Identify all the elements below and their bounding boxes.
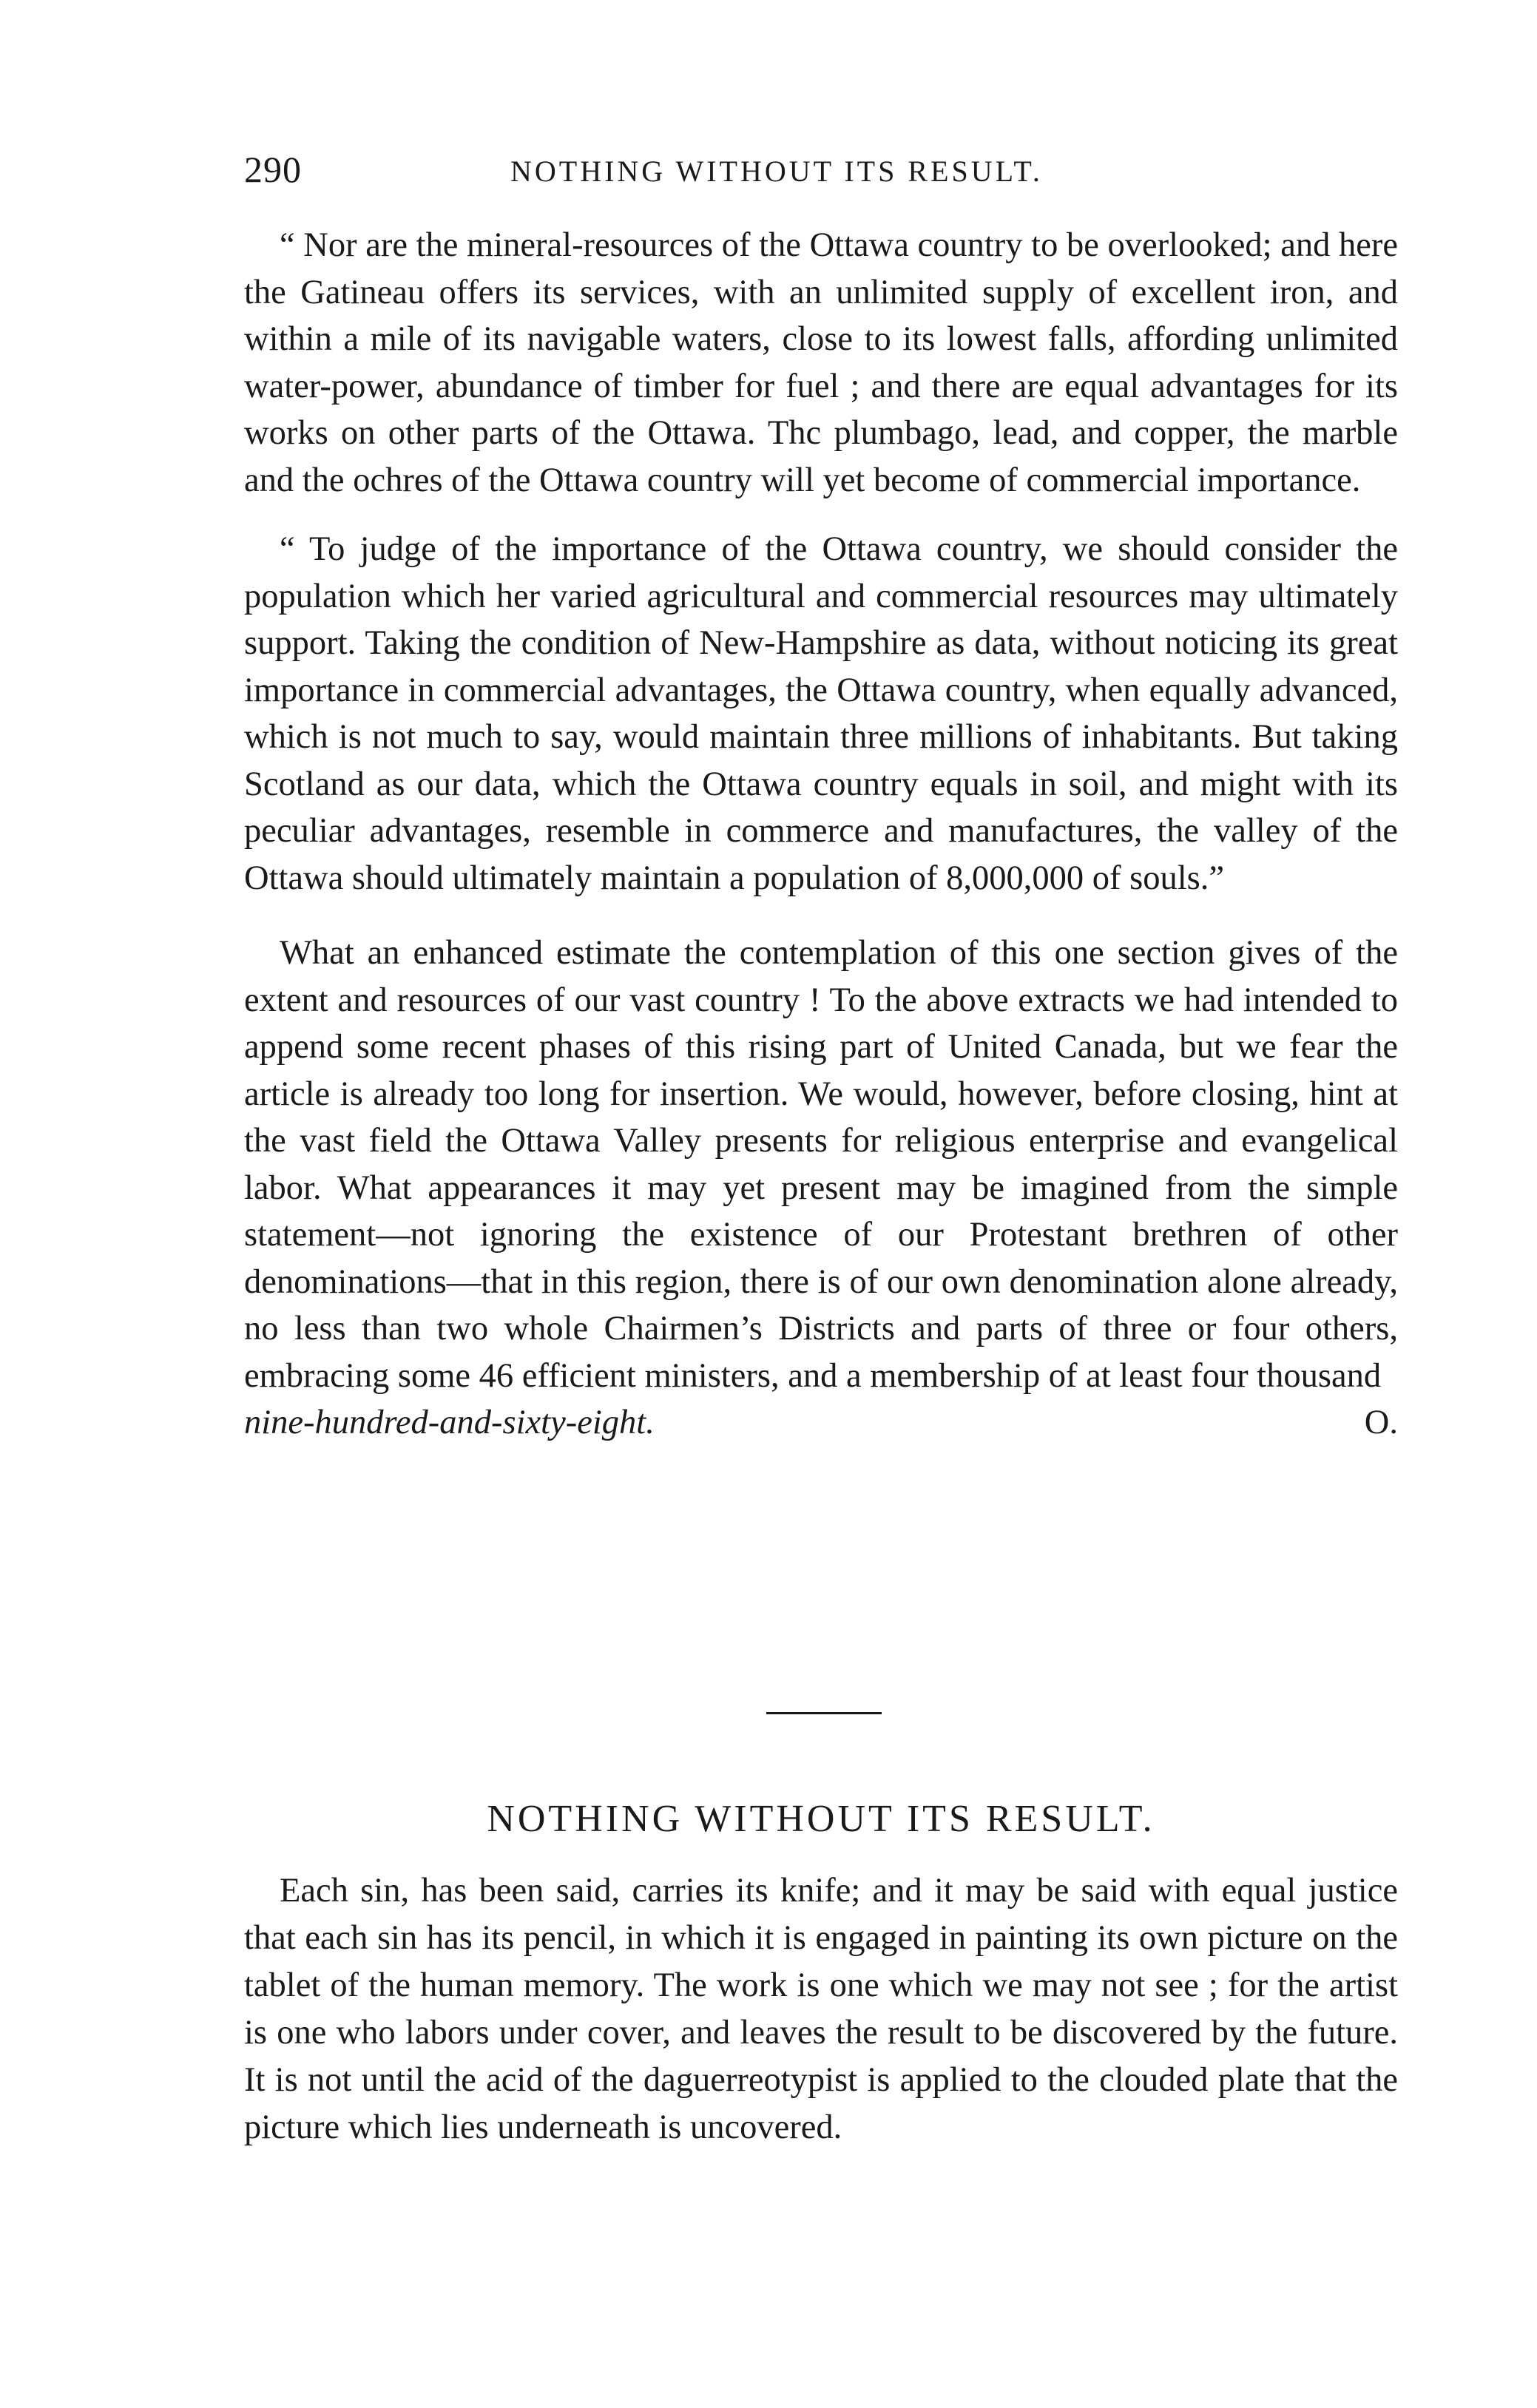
section-title: NOTHING WITHOUT ITS RESULT. <box>487 1798 1155 1840</box>
page-header <box>244 148 1398 207</box>
author-signature: O. <box>1364 1404 1398 1441</box>
article-body <box>244 222 1398 1447</box>
paragraph-mineral-resources: “ Nor are the mineral-resources of the Ottawa country to be overlooked; and here the Gatineau offers its services, with an unlimited supply of excellent iron, and within a mile of its navigable waters, close to its lowest falls, affording unlimited water-power, abundance of timber for fuel ; and there are equal advantages for its works on other parts of the Ottawa. Thc plumbago, lead, and copper, the marble and the ochres of the Ottawa country will yet become of commercial importance. <box>244 226 1398 499</box>
page-number: 290 <box>244 149 302 190</box>
section-body <box>244 1867 1398 2151</box>
closing-line <box>244 1399 1398 1447</box>
paragraph-population: “ To judge of the importance of the Ottawa country, we should consider the population which her varied agricultural and commercial resources may ultimately support. Taking the condition of New-Hampshire as data, without noticing its great importance in commercial advantages, the Ottawa country, when equally advanced, which is not much to say, would maintain three millions of inhabitants. But taking Scotland as our data, which the Ottawa country equals in soil, and might with its peculiar advantages, resemble in commerce and manufactures, the valley of the Ottawa should ultimately maintain a population of 8,000,000 of souls.” <box>244 530 1398 897</box>
running-head: NOTHING WITHOUT ITS RESULT. <box>510 155 1043 188</box>
section-divider <box>766 1712 882 1714</box>
paragraph-each-sin: Each sin, has been said, carries its knife; and it may be said with equal justice that each sin has its pencil, in which it is engaged in painting its own picture on the tablet of the human memory. The work is one which we may not see ; for the artist is one who labors under cover, and leaves the result to be discovered by the future. It is not until the acid of the daguerreotypist is applied to the clouded plate that the picture which lies underneath is uncovered. <box>244 1872 1398 2146</box>
closing-italic-text: nine-hundred-and-sixty-eight. <box>244 1404 655 1441</box>
paragraph-enhanced-estimate: What an enhanced estimate the contemplation of this one section gives of the extent and resources of our vast country ! To the above extracts we had intended to append some recent phases of this rising part of United Canada, but we fear the article is already too long for insertion. We would, however, before closing, hint at the vast field the Ottawa Valley presents for religious enterprise and evangelical labor. What appearances it may yet present may be imagined from the simple statement—not ignoring the existence of our Protestant brethren of other denominations—that in this region, there is of our own denomination alone already, no less than two whole Chairmen’s Districts and parts of three or four others, embracing some 46 efficient ministers, and a membership of at least four thousand <box>244 934 1398 1395</box>
